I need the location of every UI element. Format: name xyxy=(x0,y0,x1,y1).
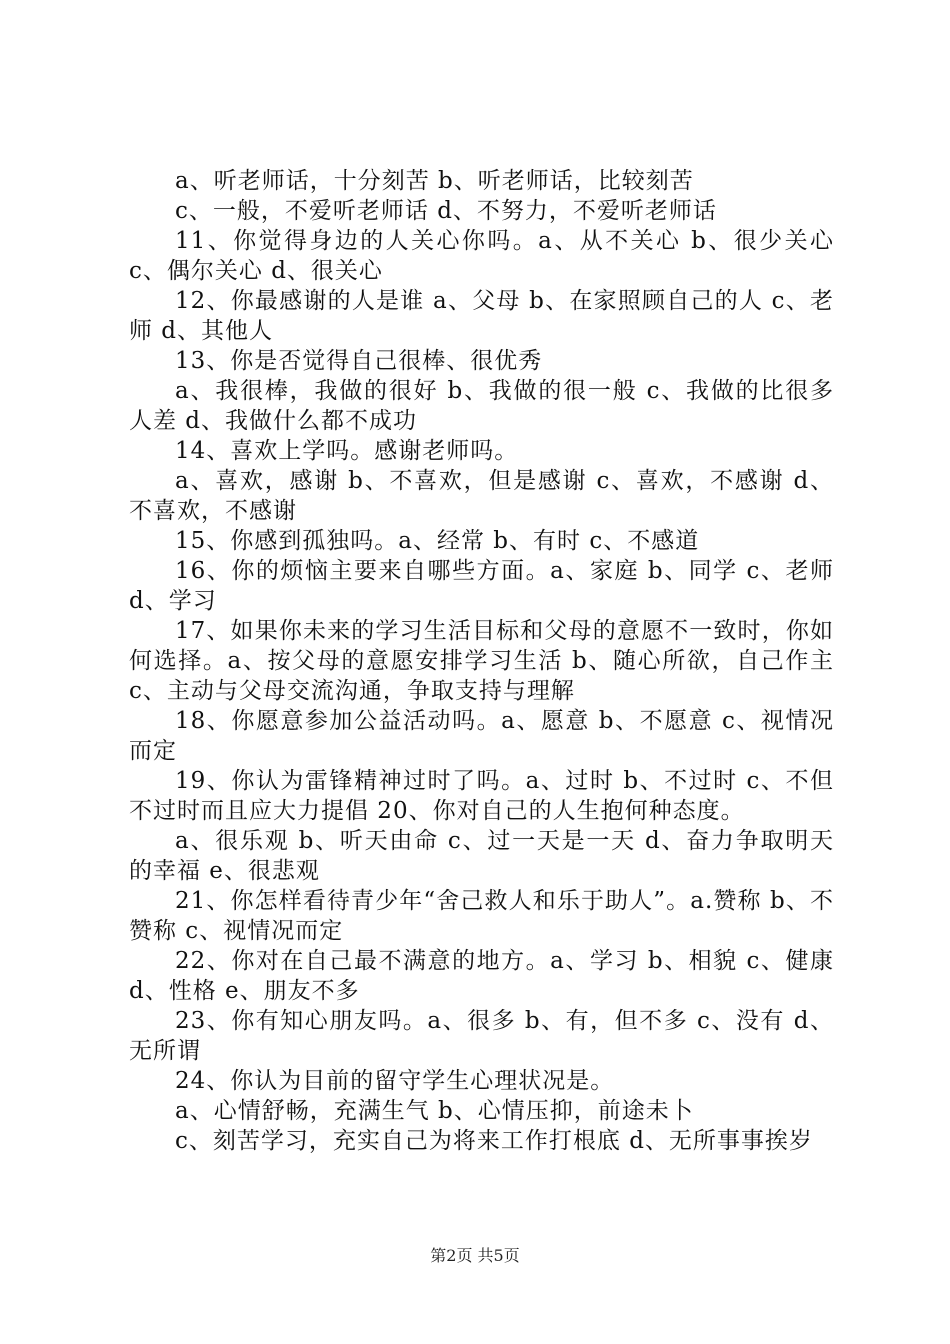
question-18: 18、你愿意参加公益活动吗。a、愿意 b、不愿意 c、视情况而定 xyxy=(129,708,834,764)
question-21: 21、你怎样看待青少年“舍己救人和乐于助人”。a.赞称 b、不赞称 c、视情况而定 xyxy=(129,888,834,944)
question-23: 23、你有知心朋友吗。a、很多 b、有，但不多 c、没有 d、无所谓 xyxy=(129,1008,834,1064)
option-line: a、很乐观 b、听天由命 c、过一天是一天 d、奋力争取明天的幸福 e、很悲观 xyxy=(129,828,834,884)
question-15: 15、你感到孤独吗。a、经常 b、有时 c、不感道 xyxy=(175,528,700,554)
question-19-20: 19、你认为雷锋精神过时了吗。a、过时 b、不过时 c、不但不过时而且应大力提倡 20、你对自己的人生抱何种态度。 xyxy=(129,768,834,824)
question-16: 16、你的烦恼主要来自哪些方面。a、家庭 b、同学 c、老师 d、学习 xyxy=(129,558,834,614)
question-12: 12、你最感谢的人是谁 a、父母 b、在家照顾自己的人 c、老师 d、其他人 xyxy=(129,288,834,344)
question-13: 13、你是否觉得自己很棒、很优秀 xyxy=(175,348,543,374)
question-14: 14、喜欢上学吗。感谢老师吗。 xyxy=(175,438,519,464)
question-22: 22、你对在自己最不满意的地方。a、学习 b、相貌 c、健康 d、性格 e、朋友不多 xyxy=(129,948,834,1004)
option-line: c、刻苦学习，充实自己为将来工作打根底 d、无所事事挨岁 xyxy=(175,1128,813,1154)
page-number: 第2页 共5页 xyxy=(430,1246,520,1265)
document-body xyxy=(129,166,834,1156)
option-line: c、一般，不爱听老师话 d、不努力，不爱听老师话 xyxy=(175,198,717,224)
option-line: a、听老师话，十分刻苦 b、听老师话，比较刻苦 xyxy=(175,168,694,194)
option-line: a、我很棒，我做的很好 b、我做的很一般 c、我做的比很多人差 d、我做什么都不成功 xyxy=(129,378,834,434)
question-17: 17、如果你未来的学习生活目标和父母的意愿不一致时，你如何选择。a、按父母的意愿安排学习生活 b、随心所欲，自己作主 c、主动与父母交流沟通，争取支持与理解 xyxy=(129,618,834,704)
option-line: a、心情舒畅，充满生气 b、心情压抑，前途未卜 xyxy=(175,1098,694,1124)
question-24: 24、你认为目前的留守学生心理状况是。 xyxy=(175,1068,615,1094)
option-line: a、喜欢，感谢 b、不喜欢，但是感谢 c、喜欢，不感谢 d、不喜欢，不感谢 xyxy=(129,468,834,524)
question-11: 11、你觉得身边的人关心你吗。a、从不关心 b、很少关心 c、偶尔关心 d、很关心 xyxy=(129,228,834,284)
